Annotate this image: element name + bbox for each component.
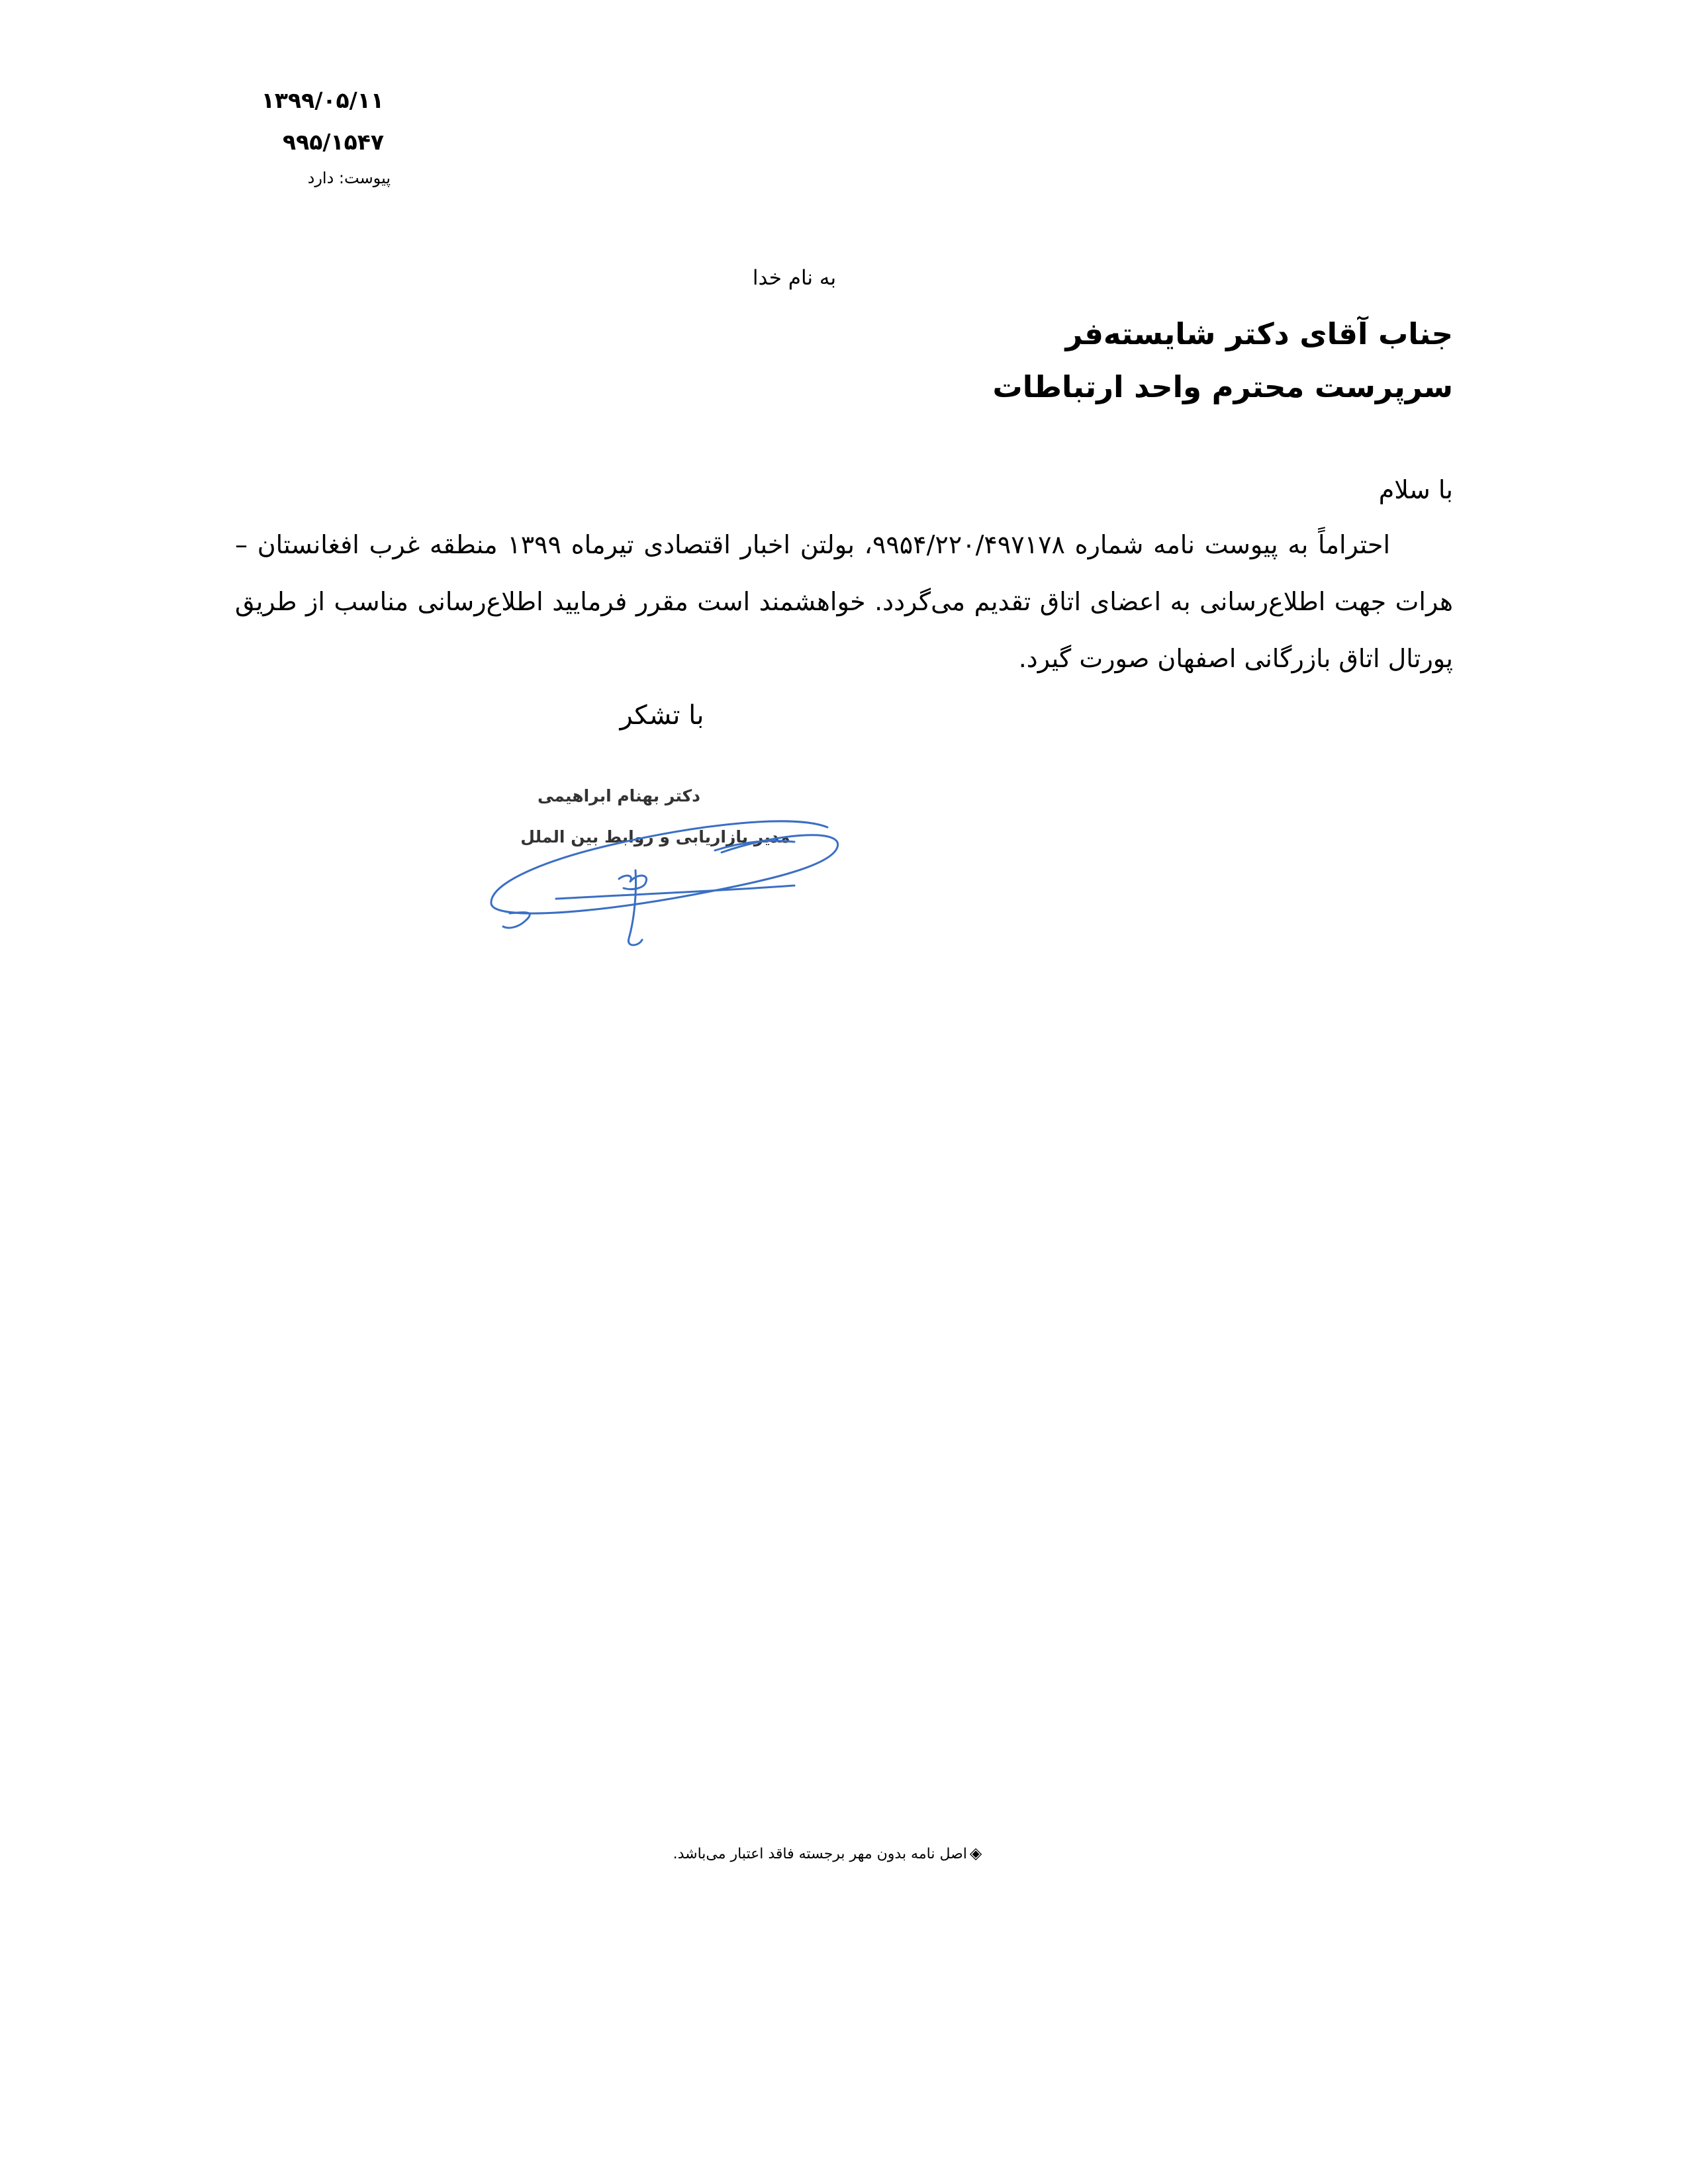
bismillah: به نام خدا [752,266,837,290]
letter-body-text: احتراماً به پیوست نامه شماره ۹۹۵۴/۲۲۰/۴۹۷۱۷۸، بولتن اخبار اقتصادی تیرماه ۱۳۹۹ منطقه غرب افغانستان – هرات جهت اطلاع‌رسانی به اعضای اتاق تقدیم می‌گردد. خواهشمند است مقرر فرمایید اطلاع‌رسانی مناسب از طریق پورتال اتاق بازرگانی اصفهان صورت گیرد. [235,530,1453,673]
signature-block [483,761,847,953]
diamond-icon: ◈ [969,1844,982,1862]
letter-body [235,516,1453,687]
recipient-name: جناب آقای دکتر شایسته‌فر [1065,316,1453,351]
handwritten-signature [483,761,847,953]
signatory-title: مدیر بازاریابی و روابط بین الملل [520,827,790,846]
recipient-title: سرپرست محترم واحد ارتباطات [992,369,1453,404]
footer-note-text: اصل نامه بدون مهر برجسته فاقد اعتبار می‌باشد. [673,1846,967,1862]
letter-date: ۱۳۹۹/۰۵/۱۱ [261,87,384,113]
footer-note [629,1844,1026,1862]
greeting: با سلام [1378,475,1453,504]
closing: با تشکر [620,700,704,731]
letter-number: ۹۹۵/۱۵۴۷ [282,129,384,155]
signatory-name: دکتر بهنام ابراهیمی [537,786,700,805]
attachment-status: پیوست: دارد [307,169,391,187]
